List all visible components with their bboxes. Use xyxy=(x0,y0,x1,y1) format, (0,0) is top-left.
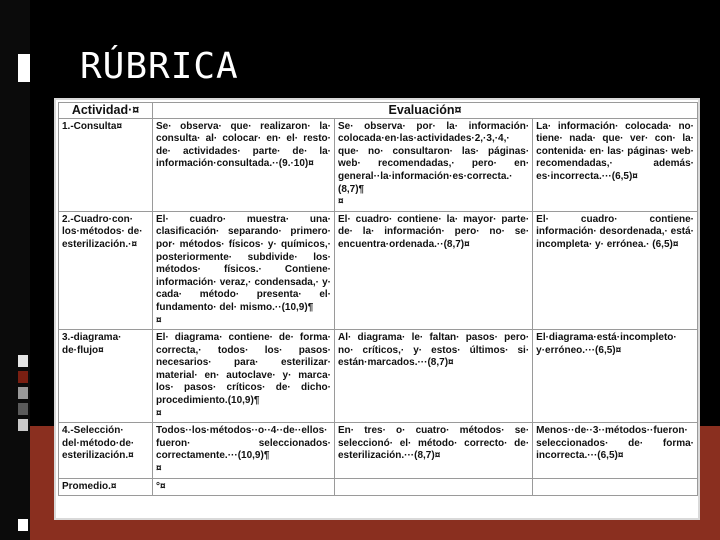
activity-cell: 2.-Cuadro·con· los·métodos· de· esterilización.·¤ xyxy=(59,211,153,329)
criteria-low-cell: La· información· colocada· no· tiene· nada· que· ver· con· la· contenida· en· las· páginas· web· recomendadas,· además· es·incorrecta.···(6,5)¤ xyxy=(533,118,698,211)
accent-block xyxy=(18,387,28,399)
criteria-low-cell: Menos··de··3··métodos··fueron· seleccionados· de· forma· incorrecta.···(6,5)¤ xyxy=(533,423,698,478)
header-activity: Actividad·¤ xyxy=(59,103,153,119)
rubric-table-frame xyxy=(54,98,700,520)
criteria-high-cell xyxy=(153,423,335,478)
criteria-text: Todos··los·métodos··o··4··de··ellos· fueron· seleccionados· correctamente.···(10,9)¶ xyxy=(156,425,331,462)
criteria-mid-cell: En· tres· o· cuatro· métodos· se· seleccionó· el· método· correcto· de· esterilización.···(8,7)¤ xyxy=(335,423,533,478)
activity-cell: 3.-diagrama· de·flujo¤ xyxy=(59,330,153,423)
criteria-text: El· diagrama· contiene· de· forma· correcta,· todos· los· pasos· necesarios· para· esterilizar· material· en· autoclave· y· marca· los· pasos· críticos· de· dicho· procedimiento.(10,9)¶ xyxy=(156,332,331,407)
criteria-high-cell: Se· observa· que· realizaron· la· consulta· al· colocar· en· el· resto· de· actividades· parte· de· la· información·consultada.··(9.·10)¤ xyxy=(153,118,335,211)
table-row xyxy=(59,330,698,423)
criteria-high-cell xyxy=(153,330,335,423)
criteria-mid-cell: El· cuadro· contiene· la· mayor· parte· de· la· información· pero· no· se· encuentra·ordenada.··(8,7)¤ xyxy=(335,211,533,329)
table-row xyxy=(59,423,698,478)
cell-end-mark: ¤ xyxy=(156,463,162,475)
criteria-high-cell xyxy=(153,211,335,329)
accent-block xyxy=(18,403,28,415)
table-row xyxy=(59,211,698,329)
cell-end-mark: ¤ xyxy=(156,314,162,326)
table-header-row xyxy=(59,103,698,119)
cell-end-mark: ¤ xyxy=(338,196,344,208)
table-row xyxy=(59,118,698,211)
criteria-text: Se· observa· por· la· información· colocada·en·las·actividades·2,·3,·4,· que· no· consultaron· las· páginas· web· recomendadas,· pero· en· general··la·información·es·correcta.· (8,7)¶ xyxy=(338,120,530,195)
table-footer-row xyxy=(59,478,698,496)
criteria-low-cell: El·diagrama·está·incompleto· y·erróneo.···(6,5)¤ xyxy=(533,330,698,423)
criteria-text: El· cuadro· muestra· una· clasificación· separando· primero· por· métodos· físicos· y· químicos,· posteriormente· subdivide· los· métodos· físicos.· Contiene· información· veraz,· condensada,· y· cada· método· presenta· el· fundamento· del· mismo.··(10,9)¶ xyxy=(156,213,331,313)
accent-block xyxy=(18,54,30,82)
criteria-low-cell: El· cuadro· contiene· información· desordenada,· está· incompleta· y· errónea.· (6,5)¤ xyxy=(533,211,698,329)
slide-sidebar xyxy=(0,0,30,540)
criteria-mid-cell xyxy=(335,118,533,211)
activity-cell: 4.-Selección· del·método·de· esterilización.¤ xyxy=(59,423,153,478)
average-label: Promedio.¤ xyxy=(59,478,153,496)
empty-cell xyxy=(335,478,533,496)
criteria-mid-cell: Al· diagrama· le· faltan· pasos· pero· no· críticos,· y· estos· últimos· si· están·marcados.···(8,7)¤ xyxy=(335,330,533,423)
accent-block xyxy=(18,419,28,431)
empty-cell xyxy=(533,478,698,496)
header-evaluation: Evaluación¤ xyxy=(153,103,698,119)
accent-block xyxy=(18,371,28,383)
rubric-table xyxy=(58,102,698,496)
average-value: °¤ xyxy=(153,478,335,496)
slide-title: RÚBRICA xyxy=(80,46,239,87)
accent-block xyxy=(18,519,28,531)
cell-end-mark: ¤ xyxy=(156,407,162,419)
accent-block xyxy=(18,355,28,367)
activity-cell: 1.-Consulta¤ xyxy=(59,118,153,211)
